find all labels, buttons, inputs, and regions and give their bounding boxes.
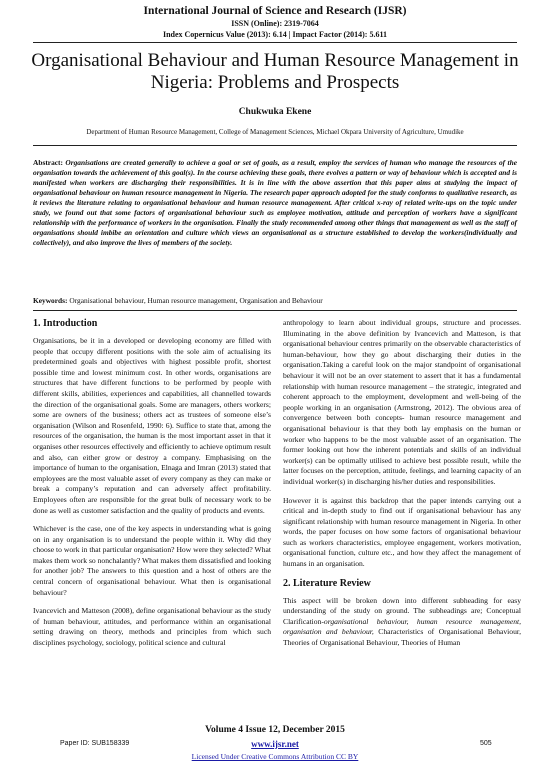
keywords-label: Keywords: [33,296,68,305]
keywords-text: Organisational behaviour, Human resource management, Organisation and Behaviour [69,296,323,305]
intro-paragraph-3: Ivancevich and Matteson (2008), define organisational behaviour as the study of human behaviour, attitudes, and performance within an organisational setting drawing on theory, methods and principles from which such disciplines psychology, sociology, political science and cultural [33,606,271,648]
intro-paragraph-5: However it is against this backdrop that the paper intends carrying out a critical and in-depth study to find out if organisational behaviour has any significant relationship with human resource management in Nigeria. In other words, the paper focuses on how some factors of organisational behaviour such as workers characteristics, employee engagement, workers motivation, organisational function, culture etc., and how they affect the management of humans in an organisation. [283,495,521,569]
literature-paragraph-1 [283,596,521,649]
intro-paragraph-1: Organisations, be it in a developed or developing economy are filled with people that occupy different positions with the sole aim of actualising its predetermined goals and objectives with highest possible profit, shortest possible time and lowest minimum cost. In other words, organisations are structures that have different functions to be performed by people with different skills, abilities, experiences and capabilities, all channelled towards the direction of the organisational goals. Some are managers, others workers; some are owners of the business; others act as trustees of someone else’s organisation (Wilson and Rosenfeld, 1990: 6). Suffice to state that, among the resources of the organisation, the human is the most important asset in that it organises other resources effectively and efficiently to achieve optimum result and also, can either grow or destroy a company. Emphasising on the importance of human to the organisation, Elnaga and Imran (2013) stated that employees are the most valuable asset of every company as they can make or break a company’s reputation and can adversely affect profitability. Employees often are responsible for the great bulk of necessary work to be done as well as customer satisfaction and the quality of products and events. [33,336,271,515]
author-affiliation: Department of Human Resource Management, College of Management Sciences, Michael Okpara University of Agriculture, Umudike [86,128,464,136]
index-line: Index Copernicus Value (2013): 6.14 | Impact Factor (2014): 5.611 [162,30,388,39]
page-number: 505 [480,740,492,747]
abstract-text: Organisations are created generally to achieve a goal or set of goals, as a result, employ the services of human who manage the resources of the organisation towards the achievement of this goal(s). In the course achieving these goals, there evolves a pattern or way of behaviour which is accepted and is manifested when workers are discharging their responsibilities. It is in line with the above assertion that this paper aims at studying the impact of organisational behaviour on human resource management in Nigeria. The research paper approach adopted for the study conforms to qualitative research, as it reviews the literature relating to organisational behaviour and human resource management. After critical x-ray of related write-ups on the topic under study, we found out that some factors of organisational behaviour such as employee motivation, attitude and perception of workers have a significant relationship with the performance of workers in the organisation. Finally the study recommended among other things that management as well as the staff of organisations should imbibe an orientation and culture which views an organisational as a structure established to develop the workers(individually and collectively), and also improve the lives of members of the society. [33,158,517,247]
journal-name: International Journal of Science and Research (IJSR) [143,5,407,17]
header-rule [33,42,517,43]
abstract-label: Abstract: [33,158,63,167]
volume-issue: Volume 4 Issue 12, December 2015 [205,725,345,735]
keywords [33,296,517,305]
intro-paragraph-2: Whichever is the case, one of the key aspects in understanding what is going on in any organisation is to understand the people within it. Why did they choose to work in that particular organisation? How were they selected? What makes them work so nonchalantly? What makes them dissatisfied and looking for another job? The answers to this question and a host of others are the central concern of organisational behaviour. What then is organisational behaviour? [33,524,271,597]
intro-paragraph-4: anthropology to learn about individual groups, structure and processes. Illuminating in the above definition by Ivancevich and Matteson, is that organisational behaviour centres primarily on the observable characteristics of human-behaviour, how they go about discharging their duties in the organisation.Taking a careful look on the major standpoint of organisational behaviour it will not be an over statement to assert that it has a fundamental relationship with human resource management – the strategic, integrated and coherent approach to the employment, development and well-being of the people working in an organisation (Armstrong, 2012). The obvious area of convergence between both concepts- human resource management and organisational behaviour is that they both lay emphasis on the human or worker who happens to be the most valuable asset of an organisation. The former looking out how the inherent potentials and skills of an individual worker(s) can be optimally utilised to achieve best possible result, while the latter focuses on the perception, attitude, feelings, and learning capacity of an individual worker(s) in discharging his/her duties and responsibilities. [283,318,521,486]
abstract [33,158,517,248]
paper-id: Paper ID: SUB158339 [60,740,130,747]
keywords-rule [33,310,517,311]
section-heading-introduction: 1. Introduction [33,318,98,329]
literature-text-c: Characteristics of Organisational Behaviour, Theories of Organisational Behaviour, Theories of Human [283,627,521,648]
paper-title: Organisational Behaviour and Human Resource Management in Nigeria: Problems and Prospects [31,50,519,93]
journal-site-link[interactable]: www.ijsr.net [251,739,299,749]
affiliation-rule [33,145,517,146]
section-heading-literature-review: 2. Literature Review [283,577,371,589]
issn-line: ISSN (Online): 2319-7064 [231,19,319,28]
author-name: Chukwuka Ekene [238,107,312,117]
right-column [283,318,521,657]
left-column [33,318,271,657]
literature-text-italic: organisational behaviour, human resource management, organisation and behaviour, [283,616,521,637]
license-link[interactable]: Licensed Under Creative Commons Attribution CC BY [191,752,359,761]
literature-text-a: This aspect will be broken down into different subheading for easy understanding of the study on ground. The subheadings are; Conceptual Clarification- [283,595,521,626]
